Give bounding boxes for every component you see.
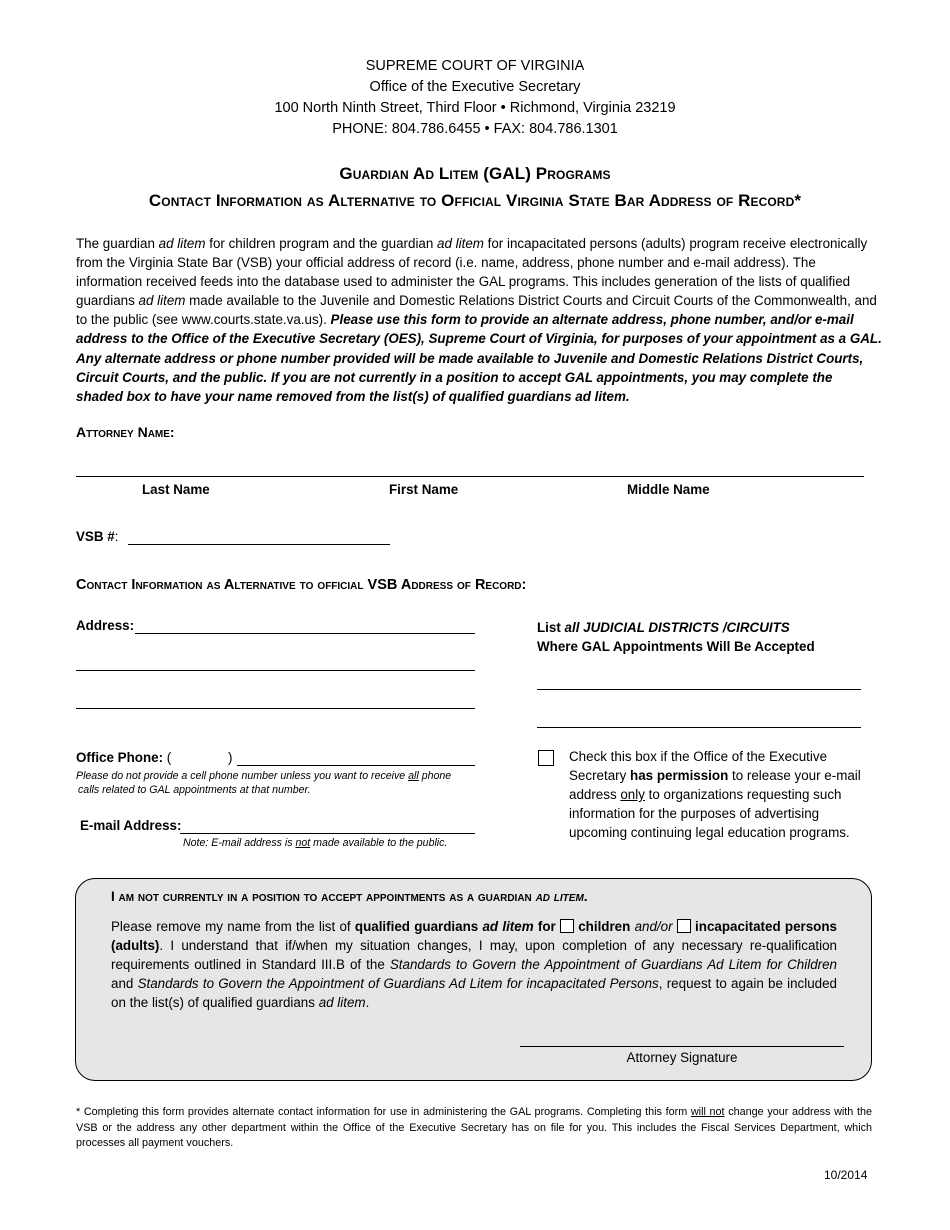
form-revision-date: 10/2014 [824, 1168, 868, 1182]
removal-request-box [75, 878, 872, 1081]
incapacitated-persons-checkbox[interactable] [677, 919, 691, 933]
first-name-label: First Name [389, 482, 459, 497]
attorney-name-input-line[interactable] [76, 476, 864, 477]
removal-heading: I am not currently in a position to accept appointments as a guardian ad litem. [111, 889, 588, 904]
office-address: 100 North Ninth Street, Third Floor • Richmond, Virginia 23219 [274, 100, 676, 116]
attorney-name-label: Attorney Name: [76, 424, 175, 440]
office-phone-fax: PHONE: 804.786.6455 • FAX: 804.786.1301 [332, 121, 618, 137]
office-name: Office of the Executive Secretary [369, 79, 581, 95]
address-line-3[interactable] [76, 708, 475, 709]
email-label: E-mail Address: [80, 818, 182, 833]
address-line-2[interactable] [76, 670, 475, 671]
form-title: Guardian Ad Litem (GAL) Programs [339, 164, 611, 183]
intro-paragraph: The guardian ad litem for children program and the guardian ad litem for incapacitated persons (adults) program receive electronically from the Virginia State Bar (VSB) your official address of record (i.e. name, address, phone number and e-mail address). The information received feeds into the database used to administer the GAL programs. This includes generation of the lists of qualified guardians ad litem made available to the Juvenile and Domestic Relations District Courts and Circuit Courts of the Commonwealth, and to the public (see www.courts.state.va.us). Please use this form to provide an alternate address, phone number, and/or e-mail address to the Office of the Executive Secretary (OES), Supreme Court of Virginia, for purposes of your appointment as a GAL. Any alternate address or phone number provided will be made available to Juvenile and Domestic Relations District Courts, Circuit Courts, and the public. If you are not currently in a position to accept GAL appointments, you may complete the shaded box to have your name removed from the list(s) of qualified guardians ad litem. [76, 236, 882, 404]
phone-note: Please do not provide a cell phone number unless you want to receive all phone calls related to GAL appointments at that number. [76, 770, 452, 796]
districts-line-1[interactable] [537, 689, 861, 690]
signature-label: Attorney Signature [626, 1050, 738, 1065]
address-label: Address: [76, 618, 135, 633]
vsb-number-input-line[interactable] [128, 544, 390, 545]
signature-line[interactable] [520, 1046, 844, 1047]
districts-label: List all JUDICIAL DISTRICTS /CIRCUITS Where GAL Appointments Will Be Accepted [537, 620, 815, 654]
address-line-1[interactable] [135, 633, 475, 634]
office-phone-input-line[interactable] [237, 765, 475, 766]
contact-info-heading: Contact Information as Alternative to official VSB Address of Record: [76, 577, 527, 593]
middle-name-label: Middle Name [627, 482, 710, 497]
last-name-label: Last Name [142, 482, 210, 497]
form-subtitle: Contact Information as Alternative to Official Virginia State Bar Address of Record* [148, 191, 802, 210]
email-permission-checkbox[interactable] [538, 750, 554, 766]
email-note: Note: E-mail address is not made available to the public. [183, 837, 448, 849]
court-letterhead [0, 56, 950, 140]
court-name: SUPREME COURT OF VIRGINIA [365, 58, 585, 74]
vsb-number-label: VSB #: [76, 529, 119, 544]
email-input-line[interactable] [180, 833, 475, 834]
office-phone-label: Office Phone: ( [76, 750, 172, 765]
footnote: * Completing this form provides alternate contact information for use in administering the GAL programs. Completing this form will not change your address with the VSB or the address any other department within the Office of the Executive Secretary has on file for you. This includes the Fiscal Services Department, which processes all payment vouchers. [76, 1106, 872, 1149]
removal-paragraph: Please remove my name from the list of qualified guardians ad litem for children and/or incapacitated persons (adults). I understand that if/when my situation changes, I may, upon completion of any necessary re-qualification requirements outlined in Standard III.B of the Standards to Govern the Appointment of Guardians Ad Litem for Children and Standards to Govern the Appointment of Guardians Ad Litem for incapacitated Persons, request to again be included on the list(s) of qualified guardians ad litem. [111, 919, 838, 1010]
children-checkbox[interactable] [560, 919, 574, 933]
phone-paren-close: ) [228, 750, 233, 765]
districts-line-2[interactable] [537, 727, 861, 728]
email-permission-text: Check this box if the Office of the Executive Secretary has permission to release your e-mail address only to organizations requesting such information for the purposes of advertising upcoming continuing legal education programs. [569, 749, 861, 840]
